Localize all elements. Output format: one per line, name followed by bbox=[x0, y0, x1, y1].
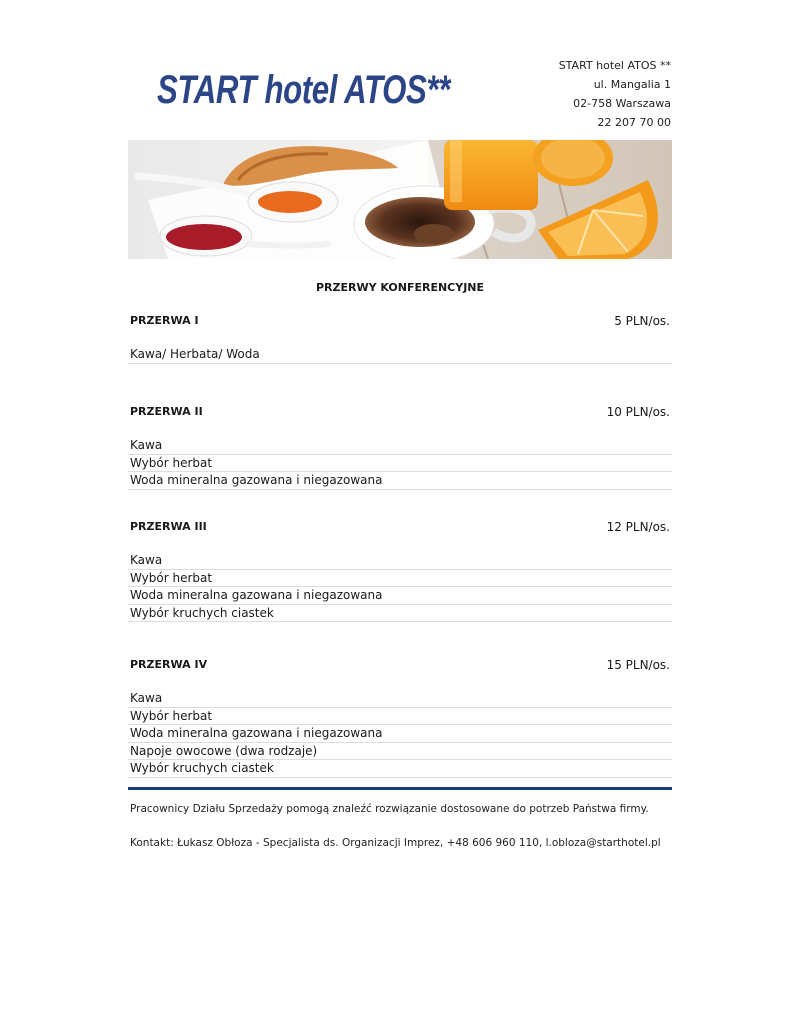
section-price: 10 PLN/os. bbox=[606, 405, 670, 419]
section-header bbox=[128, 518, 672, 536]
section-name: PRZERWA III bbox=[130, 520, 207, 533]
list-item: Kawa/ Herbata/ Woda bbox=[128, 346, 672, 364]
page-title: PRZERWY KONFERENCYJNE bbox=[315, 281, 485, 294]
list-item: Kawa bbox=[128, 552, 672, 570]
section-header bbox=[128, 656, 672, 674]
break-section-3 bbox=[128, 518, 672, 622]
list-item: Woda mineralna gazowana i niegazowana bbox=[128, 472, 672, 490]
section-name: PRZERWA IV bbox=[130, 658, 208, 671]
item-list bbox=[128, 552, 672, 622]
address-phone: 22 207 70 00 bbox=[597, 116, 671, 129]
item-list bbox=[128, 437, 672, 490]
break-section-1 bbox=[128, 312, 672, 364]
address-name: START hotel ATOS ** bbox=[558, 59, 671, 72]
list-item: Wybór kruchych ciastek bbox=[128, 605, 672, 623]
list-item: Wybór herbat bbox=[128, 708, 672, 726]
item-list bbox=[128, 690, 672, 778]
section-header bbox=[128, 312, 672, 330]
section-price: 12 PLN/os. bbox=[606, 520, 670, 534]
list-item: Kawa bbox=[128, 437, 672, 455]
hotel-logo: START hotel ATOS** bbox=[157, 68, 450, 112]
section-name: PRZERWA I bbox=[130, 314, 199, 327]
list-item: Woda mineralna gazowana i niegazowana bbox=[128, 725, 672, 743]
break-section-2 bbox=[128, 403, 672, 490]
section-price: 5 PLN/os. bbox=[614, 314, 670, 328]
contact-line: Kontakt: Łukasz Obłoza - Specjalista ds. Organizacji Imprez, +48 606 960 110, l.obloza@starthotel.pl bbox=[130, 837, 661, 849]
footer-divider bbox=[128, 787, 672, 790]
section-name: PRZERWA II bbox=[130, 405, 203, 418]
list-item: Wybór herbat bbox=[128, 455, 672, 473]
list-item: Wybór herbat bbox=[128, 570, 672, 588]
list-item: Kawa bbox=[128, 690, 672, 708]
address-street: ul. Mangalia 1 bbox=[593, 78, 671, 91]
section-price: 15 PLN/os. bbox=[606, 658, 670, 672]
breakfast-banner-image bbox=[128, 140, 672, 259]
item-list bbox=[128, 346, 672, 364]
break-section-4 bbox=[128, 656, 672, 778]
list-item: Napoje owocowe (dwa rodzaje) bbox=[128, 743, 672, 761]
sales-note: Pracownicy Działu Sprzedaży pomogą znaleźć rozwiązanie dostosowane do potrzeb Państwa firmy. bbox=[130, 803, 649, 815]
list-item: Woda mineralna gazowana i niegazowana bbox=[128, 587, 672, 605]
list-item: Wybór kruchych ciastek bbox=[128, 760, 672, 778]
hotel-address bbox=[559, 56, 671, 132]
address-city: 02-758 Warszawa bbox=[573, 97, 671, 110]
section-header bbox=[128, 403, 672, 421]
